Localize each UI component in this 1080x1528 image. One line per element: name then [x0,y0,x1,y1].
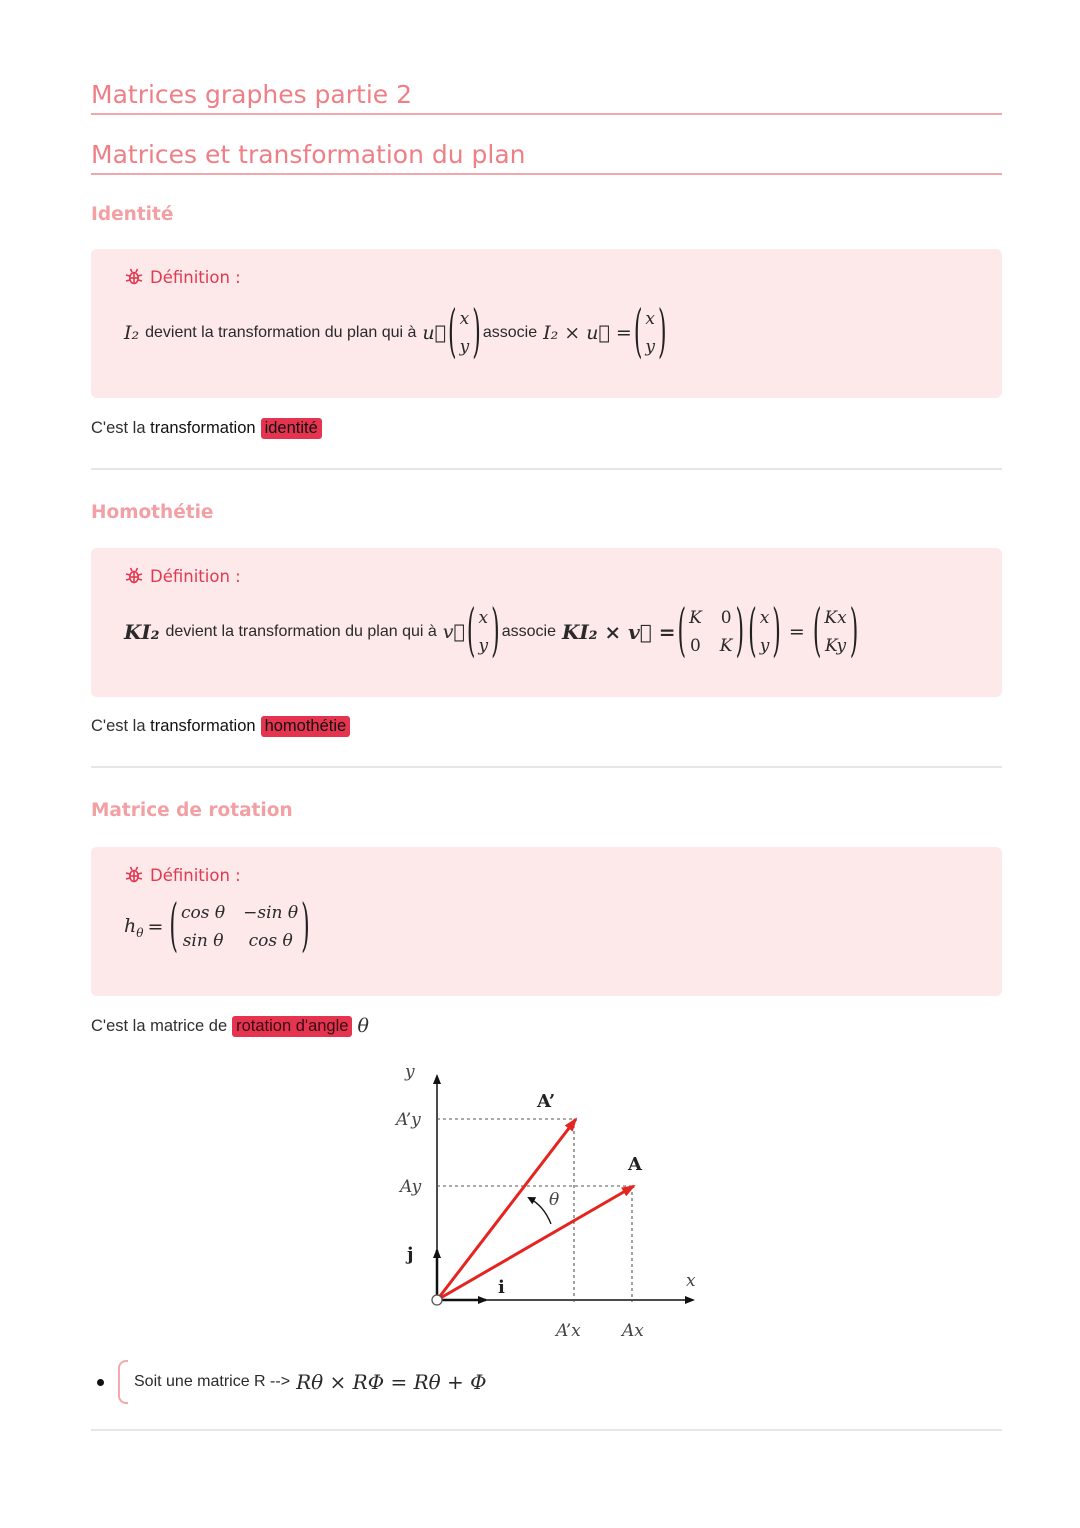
page-title: Matrices graphes partie 2 [91,80,1002,115]
vector-v: v⃗ [442,621,465,643]
bug-icon [124,566,144,586]
label-a: A [628,1154,642,1175]
definition-box-identite [91,249,1002,398]
label-j: j [407,1244,414,1265]
def-text-1: devient la transformation du plan qui à [165,623,437,640]
vector-u: u⃗ [422,322,447,344]
divider [91,766,1002,768]
highlight-identite: identité [261,418,322,439]
column-vector-xy: ( x y ) [748,599,781,665]
origin-point [432,1295,442,1305]
bullet-dot [97,1379,104,1386]
label-theta: θ [549,1190,560,1210]
list-item [91,1360,487,1404]
label-ay: Ay [400,1177,422,1197]
heading-identite: Identité [91,204,174,225]
conclusion-homothetie: C'est la transformation homothétie [91,716,350,737]
conclusion-identite: C'est la transformation identité [91,418,322,439]
highlight-rotation: rotation d'angle [232,1016,352,1037]
definition-line: $h_\theta$ = ( cos θ −sin θ sin θ cos θ ) [124,894,310,960]
expr: I₂ × u⃗ = [543,322,632,344]
matrix-k: ( K 0 0 K ) [677,599,745,665]
column-vector: ( x y ) [448,300,481,366]
label-ax: Ax [622,1321,644,1341]
rotation-diagram [391,1052,711,1352]
definition-title: Définition : [124,267,241,287]
label-a-prime: A’ [537,1091,556,1112]
label-y-axis: y [405,1062,415,1082]
label-x-axis: x [686,1271,696,1291]
bullet-formula: Rθ × RΦ = Rθ + Φ [296,1370,487,1394]
def-text-1: devient la transformation du plan qui à [145,324,417,341]
definition-box-homothetie [91,548,1002,697]
heading-homothetie: Homothétie [91,502,214,523]
lhs: I₂ [124,322,140,344]
definition-line [124,300,669,366]
def-text-2: associe [501,623,556,640]
projection-lines [437,1119,632,1302]
divider [91,1429,1002,1431]
bullet-text: Soit une matrice R --> [134,1373,291,1390]
bug-icon [124,865,144,885]
expr: KI₂ × v⃗ = [561,620,676,644]
conclusion-rotation: C'est la matrice de rotation d'angle θ [91,1015,369,1037]
rotation-matrix: ( cos θ −sin θ sin θ cos θ ) [169,894,310,960]
bracket-mark [118,1360,128,1404]
definition-line: KI₂ devient la transformation du plan qui à v⃗ ( x y ) associe KI₂ × v⃗ = ( K 0 0 K ) ( x y ) = ( Kx Ky ) [124,599,859,665]
lhs: KI₂ [124,620,160,644]
label-apx: A’x [556,1321,581,1341]
def-text-2: associe [482,324,538,341]
label-apy: A’y [396,1110,421,1130]
highlight-homothetie: homothétie [261,716,351,737]
heading-rotation: Matrice de rotation [91,800,293,821]
column-vector-result: ( Kx Ky ) [812,599,859,665]
column-vector: ( x y ) [466,599,500,665]
lhs: $h_\theta$ [124,914,144,940]
definition-box-rotation [91,847,1002,996]
vector-a [437,1186,634,1300]
angle-arc [529,1198,551,1224]
column-vector-result: ( x y ) [633,300,667,366]
divider [91,468,1002,470]
label-i: i [498,1277,505,1298]
section-title: Matrices et transformation du plan [91,140,1002,175]
definition-title: Définition : [124,566,241,586]
definition-title: Définition : [124,865,241,885]
bug-icon [124,267,144,287]
